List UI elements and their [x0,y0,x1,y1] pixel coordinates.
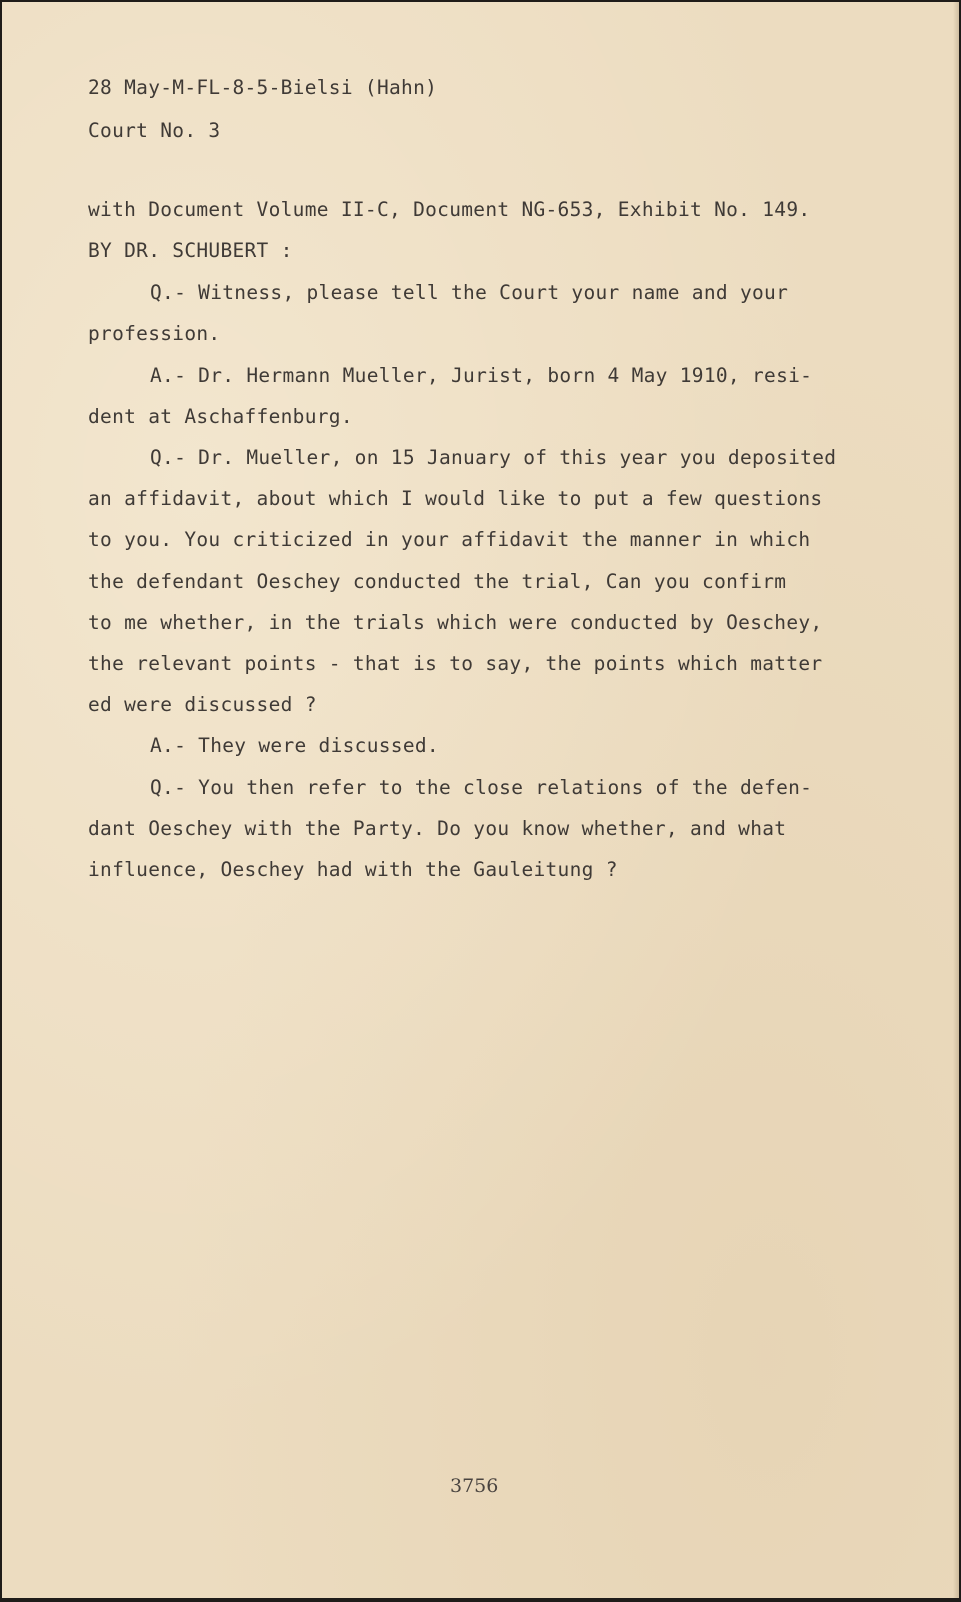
body-line-9: to you. You criticized in your affidavit the manner in which [88,528,811,551]
body-line-6: dent at Aschaffenburg. [88,405,353,428]
page-number: 3756 [450,1475,499,1497]
document-page [2,2,959,1598]
body-line-15: Q.- You then refer to the close relations of the defen- [150,776,813,799]
body-line-12: the relevant points - that is to say, the points which matter [88,652,823,675]
body-line-3: Q.- Witness, please tell the Court your name and your [150,281,789,304]
body-line-16: dant Oeschey with the Party. Do you know whether, and what [88,817,787,840]
header-court: Court No. 3 [88,119,221,142]
body-line-11: to me whether, in the trials which were conducted by Oeschey, [88,611,823,634]
body-line-17: influence, Oeschey had with the Gauleitung ? [88,858,618,881]
body-line-7: Q.- Dr. Mueller, on 15 January of this year you deposited [150,446,837,469]
page-edge-shadow [953,2,959,1598]
body-line-10: the defendant Oeschey conducted the trial, Can you confirm [88,570,787,593]
body-line-13: ed were discussed ? [88,693,317,716]
body-line-1: with Document Volume II-C, Document NG-653, Exhibit No. 149. [88,198,811,221]
body-line-4: profession. [88,322,221,345]
body-line-2: BY DR. SCHUBERT : [88,239,293,262]
body-line-14: A.- They were discussed. [150,734,439,757]
header-code: 28 May-M-FL-8-5-Bielsi (Hahn) [88,76,438,99]
body-line-5: A.- Dr. Hermann Mueller, Jurist, born 4 May 1910, resi- [150,364,813,387]
body-line-8: an affidavit, about which I would like to put a few questions [88,487,823,510]
